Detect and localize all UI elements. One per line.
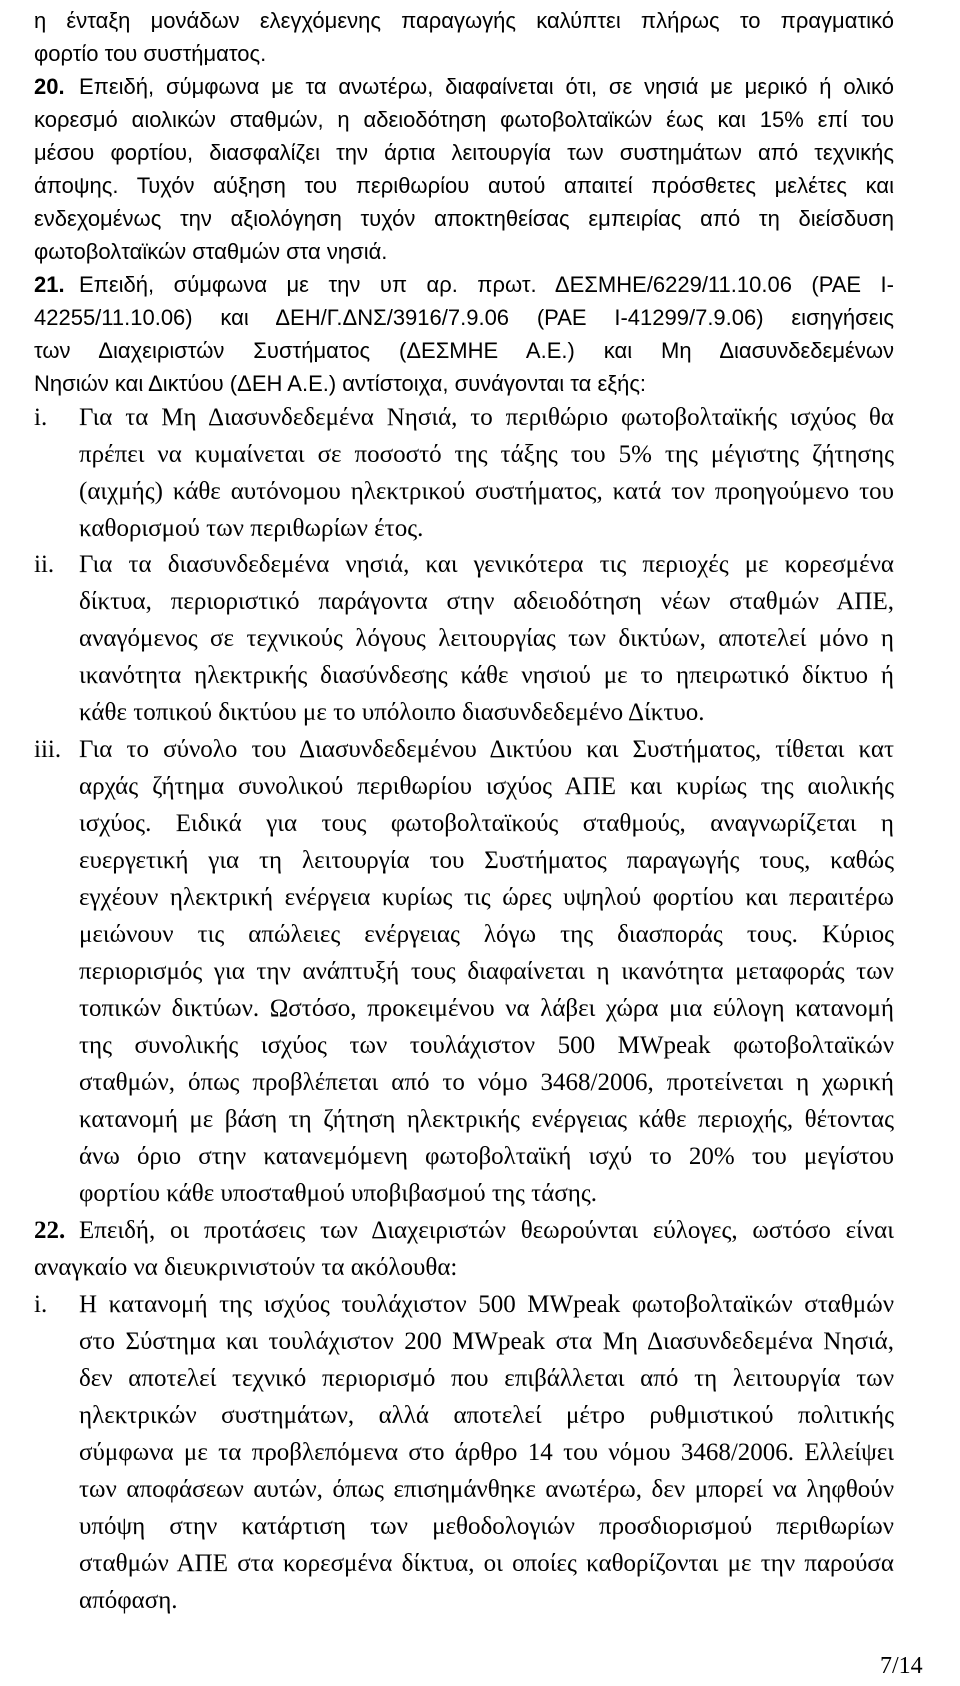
- item-number: ii.: [34, 551, 55, 578]
- text-line: δεν αποτελεί τεχνικό περιορισμό που επιβάλλεται από τη λειτουργία των: [79, 1365, 894, 1392]
- text-line: φορτίο του συστήματος.: [34, 41, 267, 66]
- text-line: της συνολικής ισχύος των τουλάχιστον 500 MWpeak φωτοβολταϊκών: [79, 1032, 894, 1059]
- paragraph-number: 22.: [34, 1217, 66, 1244]
- text-line: Επειδή, σύμφωνα με τα ανωτέρω, διαφαίνεται ότι, σε νησιά με μερικό ή ολικό: [79, 74, 894, 99]
- text-line: ευεργετική για τη λειτουργία του Συστήματος παραγωγής τους, καθώς: [79, 847, 894, 874]
- text-line: (αιχμής) κάθε αυτόνομου ηλεκτρικού συστήματος, κατά τον προηγούμενο του: [79, 478, 894, 505]
- text-line: ηλεκτρικών συστημάτων, αλλά αποτελεί μέτρο ρυθμιστικού πολιτικής: [79, 1402, 894, 1429]
- text-line: αναγόμενος σε τεχνικούς λόγους λειτουργίας των δικτύων, αποτελεί μόνο η: [79, 625, 894, 652]
- text-line: σταθμών ΑΠΕ στα κορεσμένα δίκτυα, οι οποίες καθορίζονται με την παρούσα: [79, 1550, 894, 1577]
- text-line: κάθε τοπικού δικτύου με το υπόλοιπο διασυνδεδεμένο Δίκτυο.: [79, 699, 705, 726]
- text-line: πρέπει να κυμαίνεται σε ποσοστό της τάξης του 5% της μέγιστης ζήτησης: [79, 441, 894, 468]
- item-number: i.: [34, 1291, 48, 1318]
- text-line: μέσου φορτίου, διασφαλίζει την άρτια λειτουργία των συστημάτων από τεχνικής: [34, 140, 894, 165]
- text-line: Νησιών και Δικτύου (ΔΕΗ Α.Ε.) αντίστοιχα, συνάγονται τα εξής:: [34, 371, 647, 396]
- text-line: άποψης. Τυχόν αύξηση του περιθωρίου αυτού απαιτεί πρόσθετες μελέτες και: [34, 173, 894, 198]
- text-line: Η κατανομή της ισχύος τουλάχιστον 500 MWpeak φωτοβολταϊκών σταθμών: [79, 1291, 894, 1318]
- paragraph-number: 21.: [34, 272, 65, 297]
- text-line: άνω όριο στην κατανεμόμενη φωτοβολταϊκή ισχύ το 20% του μεγίστου: [79, 1143, 894, 1170]
- text-line: Επειδή, οι προτάσεις των Διαχειριστών θεωρούνται εύλογες, ωστόσο είναι: [79, 1217, 894, 1244]
- text-line: περιορισμός για την ανάπτυξή τους διαφαίνεται η ικανότητα μεταφοράς των: [79, 958, 894, 985]
- item-number: iii.: [34, 736, 62, 763]
- text-line: φωτοβολταϊκών σταθμών στα νησιά.: [34, 239, 388, 264]
- text-line: Για τα διασυνδεδεμένα νησιά, και γενικότερα τις περιοχές με κορεσμένα: [79, 551, 894, 578]
- text-line: Για τα Μη Διασυνδεδεμένα Νησιά, το περιθώριο φωτοβολταϊκής ισχύος θα: [79, 404, 894, 431]
- text-line: στο Σύστημα και τουλάχιστον 200 MWpeak στα Μη Διασυνδεδεμένα Νησιά,: [79, 1328, 894, 1355]
- text-line: 42255/11.10.06) και ΔΕΗ/Γ.ΔΝΣ/3916/7.9.06 (ΡΑΕ Ι-41299/7.9.06) εισηγήσεις: [34, 305, 894, 330]
- page-number: 7/14: [880, 1653, 923, 1679]
- item-number: i.: [34, 404, 48, 431]
- text-line: τοπικών δικτύων. Ωστόσο, προκειμένου να λάβει χώρα μια εύλογη κατανομή: [79, 995, 894, 1022]
- text-line: δίκτυα, περιοριστικό παράγοντα στην αδειοδότηση νέων σταθμών ΑΠΕ,: [79, 588, 894, 615]
- text-line: εγχέουν ηλεκτρική ενέργεια κυρίως τις ώρες υψηλού φορτίου και περαιτέρω: [79, 884, 894, 911]
- text-line: αναγκαίο να διευκρινιστούν τα ακόλουθα:: [34, 1254, 458, 1281]
- text-line: φορτίου κάθε υποσταθμού υποβιβασμού της τάσης.: [79, 1180, 598, 1207]
- text-line: ενδεχομένως την αξιολόγηση τυχόν αποκτηθείσας εμπειρίας από τη διείσδυση: [34, 206, 894, 231]
- text-line: μειώνουν τις απώλειες ενέργειας λόγω της διασποράς τους. Κύριος: [79, 921, 894, 948]
- text-line: η ένταξη μονάδων ελεγχόμενης παραγωγής καλύπτει πλήρως το πραγματικό: [34, 8, 894, 33]
- text-line: Επειδή, σύμφωνα με την υπ αρ. πρωτ. ΔΕΣΜΗΕ/6229/11.10.06 (ΡΑΕ Ι-: [79, 272, 894, 297]
- text-line: καθορισμού των περιθωρίων έτος.: [79, 515, 424, 542]
- text-line: κατανομή με βάση τη ζήτηση ηλεκτρικής ενέργειας κάθε περιοχής, θέτοντας: [79, 1106, 894, 1133]
- text-line: σύμφωνα με τα προβλεπόμενα στο άρθρο 14 του νόμου 3468/2006. Ελλείψει: [79, 1439, 894, 1466]
- text-line: αρχάς ζήτημα συνολικού περιθωρίου ισχύος ΑΠΕ και κυρίως της αιολικής: [79, 773, 894, 800]
- text-line: Για το σύνολο του Διασυνδεδεμένου Δικτύου και Συστήματος, τίθεται κατ: [79, 736, 894, 763]
- text-line: σταθμών, όπως προβλέπεται από το νόμο 3468/2006, προτείνεται η χωρική: [79, 1069, 894, 1096]
- text-line: υπόψη στην κατάρτιση των μεθοδολογιών προσδιορισμού περιθωρίων: [79, 1513, 894, 1540]
- text-line: ισχύος. Ειδικά για τους φωτοβολταϊκούς σταθμούς, αναγνωρίζεται η: [79, 810, 894, 837]
- text-line: απόφαση.: [79, 1587, 178, 1614]
- paragraph-number: 20.: [34, 74, 65, 99]
- text-line: των Διαχειριστών Συστήματος (ΔΕΣΜΗΕ Α.Ε.) και Μη Διασυνδεδεμένων: [34, 338, 894, 363]
- text-line: των αποφάσεων αυτών, όπως επισημάνθηκε ανωτέρω, δεν μπορεί να ληφθούν: [79, 1476, 894, 1503]
- text-line: ικανότητα ηλεκτρικής διασύνδεσης κάθε νησιού με το ηπειρωτικό δίκτυο ή: [79, 662, 894, 689]
- text-line: κορεσμό αιολικών σταθμών, η αδειοδότηση φωτοβολταϊκών έως και 15% επί του: [34, 107, 894, 132]
